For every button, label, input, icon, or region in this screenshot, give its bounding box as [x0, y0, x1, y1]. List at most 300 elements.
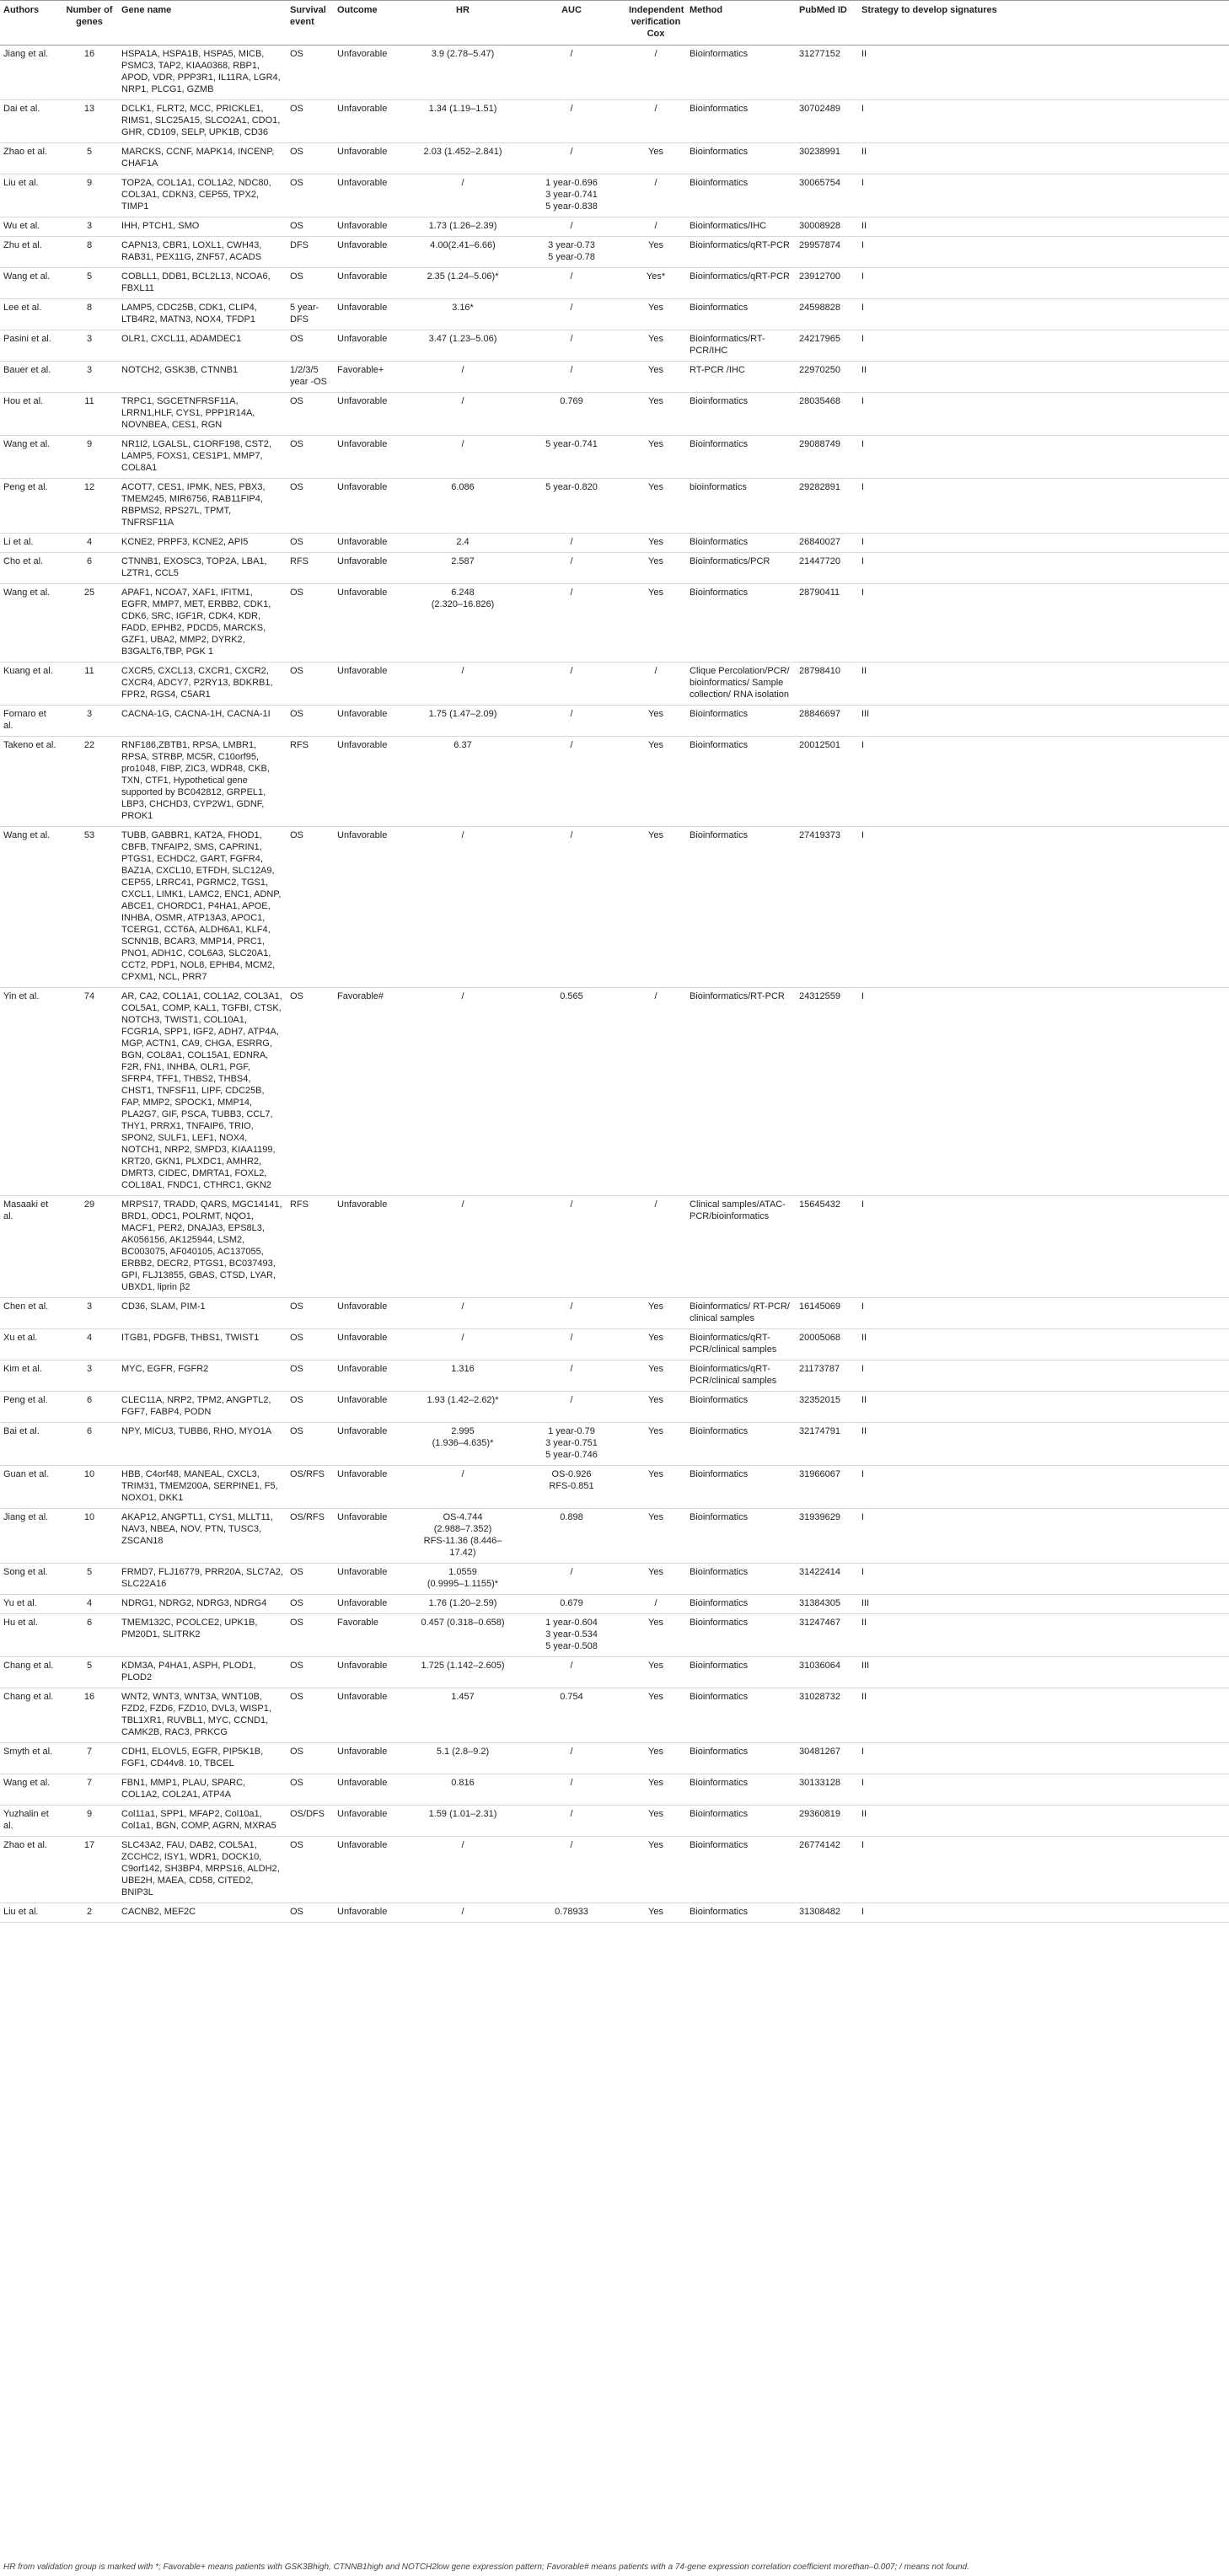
table-cell: Chen et al. — [0, 1298, 61, 1329]
table-cell: Unfavorable — [334, 217, 408, 237]
table-row — [0, 1329, 1229, 1360]
table-cell: / — [408, 1329, 518, 1360]
table-cell: I — [858, 436, 1229, 479]
table-cell: OS — [287, 584, 334, 663]
table-cell: 1/2/3/5 year -OS — [287, 362, 334, 393]
table-cell: 30065754 — [796, 174, 858, 217]
column-header: Survival event — [287, 1, 334, 46]
table-cell: 30238991 — [796, 143, 858, 174]
table-cell: 9 — [61, 174, 118, 217]
table-cell: Unfavorable — [334, 1688, 408, 1743]
table-cell: / — [518, 737, 625, 827]
table-cell: OS — [287, 217, 334, 237]
table-cell: 5 — [61, 268, 118, 299]
table-cell: Lee et al. — [0, 299, 61, 330]
table-cell: LAMP5, CDC25B, CDK1, CLIP4, LTB4R2, MATN3, NOX4, TFDP1 — [118, 299, 287, 330]
table-cell: Yin et al. — [0, 988, 61, 1196]
table-cell: / — [625, 988, 686, 1196]
table-cell: Yes — [625, 553, 686, 584]
table-cell: / — [518, 1774, 625, 1806]
table-cell: 21447720 — [796, 553, 858, 584]
table-cell: Yes — [625, 1657, 686, 1688]
table-cell: Unfavorable — [334, 1595, 408, 1614]
table-cell: / — [408, 827, 518, 988]
table-cell: Bioinformatics — [686, 174, 796, 217]
table-cell: 11 — [61, 663, 118, 706]
table-cell: Hou et al. — [0, 393, 61, 436]
table-row — [0, 237, 1229, 268]
table-cell: OS/RFS — [287, 1509, 334, 1564]
table-cell: 31308482 — [796, 1903, 858, 1923]
table-row — [0, 217, 1229, 237]
table-cell: Guan et al. — [0, 1466, 61, 1509]
table-cell: 26774142 — [796, 1837, 858, 1903]
table-row — [0, 362, 1229, 393]
table-cell: SLC43A2, FAU, DAB2, COL5A1, ZCCHC2, ISY1, WDR1, DOCK10, C9orf142, SH3BP4, MRPS16, ALDH2, UBE2H, MAEA, CD58, CITED2, BNIP3L — [118, 1837, 287, 1903]
table-cell: Unfavorable — [334, 553, 408, 584]
table-cell: / — [518, 100, 625, 143]
table-row — [0, 1392, 1229, 1423]
table-row — [0, 663, 1229, 706]
table-cell: Yes — [625, 827, 686, 988]
table-cell: Yes — [625, 1423, 686, 1466]
table-cell: 31036064 — [796, 1657, 858, 1688]
table-cell: 1.59 (1.01–2.31) — [408, 1806, 518, 1837]
table-cell: Kim et al. — [0, 1360, 61, 1392]
table-cell: Pasini et al. — [0, 330, 61, 362]
table-row — [0, 299, 1229, 330]
table-cell: RNF186,ZBTB1, RPSA, LMBR1, RPSA, STRBP, MC5R, C10orf95, pro1048, FIBP, ZIC3, WDR48, CKB, TXN, CTF1, Hypothetical gene supported by BC042812, GRPEL1, LBP3, CHCHD3, CYP2W1, GDNF, PROK1 — [118, 737, 287, 827]
table-cell: 3 — [61, 362, 118, 393]
table-cell: Yes — [625, 1743, 686, 1774]
table-cell: 29360819 — [796, 1806, 858, 1837]
table-cell: / — [625, 217, 686, 237]
table-cell: 17 — [61, 1837, 118, 1903]
table-cell: 8 — [61, 299, 118, 330]
table-cell: Favorable# — [334, 988, 408, 1196]
table-cell: OS — [287, 143, 334, 174]
table-cell: FBN1, MMP1, PLAU, SPARC, COL1A2, COL2A1, ATP4A — [118, 1774, 287, 1806]
table-row — [0, 100, 1229, 143]
table-cell: 3.47 (1.23–5.06) — [408, 330, 518, 362]
table-cell: I — [858, 988, 1229, 1196]
table-cell: CACNB2, MEF2C — [118, 1903, 287, 1923]
table-row — [0, 1837, 1229, 1903]
table-cell: / — [625, 1196, 686, 1298]
table-cell: 8 — [61, 237, 118, 268]
table-cell: I — [858, 1466, 1229, 1509]
table-cell: Peng et al. — [0, 479, 61, 534]
table-cell: Unfavorable — [334, 1196, 408, 1298]
table-cell: Yes — [625, 1466, 686, 1509]
table-cell: Hu et al. — [0, 1614, 61, 1657]
table-cell: bioinformatics — [686, 479, 796, 534]
table-cell: 30133128 — [796, 1774, 858, 1806]
table-cell: 24217965 — [796, 330, 858, 362]
table-cell: Unfavorable — [334, 1298, 408, 1329]
column-header: PubMed ID — [796, 1, 858, 46]
table-cell: 5 — [61, 1657, 118, 1688]
table-row — [0, 534, 1229, 553]
table-cell: Takeno et al. — [0, 737, 61, 827]
table-cell: 0.565 — [518, 988, 625, 1196]
table-cell: / — [518, 217, 625, 237]
table-cell: 7 — [61, 1774, 118, 1806]
table-cell: II — [858, 362, 1229, 393]
table-cell: 2.995 (1.936–4.635)* — [408, 1423, 518, 1466]
table-cell: OS — [287, 100, 334, 143]
table-cell: I — [858, 1774, 1229, 1806]
table-cell: 6 — [61, 1392, 118, 1423]
table-cell: OS — [287, 1688, 334, 1743]
table-cell: 30481267 — [796, 1743, 858, 1774]
table-row — [0, 553, 1229, 584]
table-cell: Bioinformatics — [686, 1466, 796, 1509]
table-cell: I — [858, 737, 1229, 827]
table-cell: Fornaro et al. — [0, 706, 61, 737]
table-cell: Bioinformatics — [686, 1806, 796, 1837]
table-cell: I — [858, 1903, 1229, 1923]
table-cell: Liu et al. — [0, 174, 61, 217]
table-cell: KCNE2, PRPF3, KCNE2, API5 — [118, 534, 287, 553]
table-cell: / — [518, 706, 625, 737]
table-cell: 4 — [61, 534, 118, 553]
table-row — [0, 1298, 1229, 1329]
table-body — [0, 46, 1229, 1923]
table-cell: OS — [287, 46, 334, 100]
table-cell: / — [518, 663, 625, 706]
table-cell: II — [858, 217, 1229, 237]
table-cell: TRPC1, SGCETNFRSF11A, LRRN1,HLF, CYS1, PPP1R14A, NOVNBEA, CES1, RGN — [118, 393, 287, 436]
table-row — [0, 174, 1229, 217]
table-cell: / — [625, 46, 686, 100]
table-cell: MRPS17, TRADD, QARS, MGC14141, BRD1, ODC1, POLRMT, NQO1, MACF1, PER2, DNAJA3, EPS8L3, AK056156, AK125944, LSM2, BC003075, AF040105, AC137055, ERBB2, DECR2, PTGS1, BC037493, GPI, FLJ13855, GBAS, CTSD, LYAR, UBXD1, liprin β2 — [118, 1196, 287, 1298]
table-cell: Unfavorable — [334, 1564, 408, 1595]
table-cell: Unfavorable — [334, 1329, 408, 1360]
table-row — [0, 1774, 1229, 1806]
table-cell: / — [408, 174, 518, 217]
table-cell: 1 year-0.79 3 year-0.751 5 year-0.746 — [518, 1423, 625, 1466]
table-row — [0, 1688, 1229, 1743]
table-cell: CXCR5, CXCL13, CXCR1, CXCR2, CXCR4, ADCY7, P2RY13, BDKRB1, FPR2, RGS4, C5AR1 — [118, 663, 287, 706]
table-cell: Wang et al. — [0, 436, 61, 479]
table-cell: 5 year-0.741 — [518, 436, 625, 479]
table-cell: 22970250 — [796, 362, 858, 393]
table-cell: 31247467 — [796, 1614, 858, 1657]
table-row — [0, 737, 1229, 827]
column-header: Strategy to develop signatures — [858, 1, 1229, 46]
table-cell: Bioinformatics/qRT-PCR/clinical samples — [686, 1360, 796, 1392]
table-cell: Clinical samples/ATAC-PCR/bioinformatics — [686, 1196, 796, 1298]
table-cell: Yes* — [625, 268, 686, 299]
table-cell: 32174791 — [796, 1423, 858, 1466]
table-cell: 3.9 (2.78–5.47) — [408, 46, 518, 100]
table-cell: OS — [287, 268, 334, 299]
table-cell: Bioinformatics — [686, 299, 796, 330]
table-cell: 24598828 — [796, 299, 858, 330]
table-cell: Yes — [625, 1688, 686, 1743]
table-cell: / — [518, 1743, 625, 1774]
table-cell: Unfavorable — [334, 1806, 408, 1837]
table-cell: 31384305 — [796, 1595, 858, 1614]
table-cell: RFS — [287, 1196, 334, 1298]
table-row — [0, 1903, 1229, 1923]
table-cell: 28798410 — [796, 663, 858, 706]
table-cell: Yes — [625, 237, 686, 268]
table-cell: NOTCH2, GSK3B, CTNNB1 — [118, 362, 287, 393]
table-cell: / — [518, 362, 625, 393]
table-cell: APAF1, NCOA7, XAF1, IFITM1, EGFR, MMP7, MET, ERBB2, CDK1, CDK6, SRC, IGF1R, CDK4, KDR, FADD, EPHB2, PDCD5, MARCKS, GZF1, UBA2, MMP2, DYRK2, B3GALT6,TBP, PGK 1 — [118, 584, 287, 663]
table-cell: Smyth et al. — [0, 1743, 61, 1774]
table-cell: Liu et al. — [0, 1903, 61, 1923]
table-cell: 5.1 (2.8–9.2) — [408, 1743, 518, 1774]
table-cell: Wu et al. — [0, 217, 61, 237]
table-cell: I — [858, 479, 1229, 534]
table-cell: 5 — [61, 143, 118, 174]
table-cell: RT-PCR /IHC — [686, 362, 796, 393]
table-cell: Dai et al. — [0, 100, 61, 143]
table-cell: Wang et al. — [0, 584, 61, 663]
table-row — [0, 988, 1229, 1196]
table-cell: Bioinformatics — [686, 1743, 796, 1774]
table-cell: 6 — [61, 1423, 118, 1466]
table-cell: RFS — [287, 553, 334, 584]
table-row — [0, 584, 1229, 663]
table-cell: 28790411 — [796, 584, 858, 663]
table-cell: 22 — [61, 737, 118, 827]
table-cell: Bauer et al. — [0, 362, 61, 393]
table-cell: 2.35 (1.24–5.06)* — [408, 268, 518, 299]
table-cell: 5 year-DFS — [287, 299, 334, 330]
table-cell: OS — [287, 1774, 334, 1806]
header-row — [0, 1, 1229, 46]
table-cell: I — [858, 1837, 1229, 1903]
table-cell: / — [518, 534, 625, 553]
table-row — [0, 330, 1229, 362]
table-cell: I — [858, 299, 1229, 330]
table-cell: / — [625, 174, 686, 217]
table-row — [0, 1509, 1229, 1564]
table-cell: Unfavorable — [334, 1466, 408, 1509]
table-cell: Chang et al. — [0, 1657, 61, 1688]
column-header: Outcome — [334, 1, 408, 46]
table-row — [0, 706, 1229, 737]
table-cell: I — [858, 237, 1229, 268]
table-cell: II — [858, 663, 1229, 706]
table-cell: II — [858, 1423, 1229, 1466]
table-cell: 9 — [61, 436, 118, 479]
table-cell: Jiang et al. — [0, 1509, 61, 1564]
table-cell: Col11a1, SPP1, MFAP2, Col10a1, Col1a1, BGN, COMP, AGRN, MXRA5 — [118, 1806, 287, 1837]
table-cell: / — [408, 436, 518, 479]
table-cell: Song et al. — [0, 1564, 61, 1595]
table-cell: Bioinformatics — [686, 1657, 796, 1688]
table-cell: I — [858, 1509, 1229, 1564]
table-cell: I — [858, 584, 1229, 663]
table-cell: OS — [287, 1360, 334, 1392]
table-cell: Yuzhalin et al. — [0, 1806, 61, 1837]
table-footnote: HR from validation group is marked with *; Favorable+ means patients with GSK3Bhigh, CTNNB1high and NOTCH2low gene expression pattern; Favorable# means patients with a 74-gene expression correlation coefficient morethan–0.007; / means not found. — [3, 2563, 969, 2572]
table-cell: Yes — [625, 436, 686, 479]
table-cell: Favorable — [334, 1614, 408, 1657]
table-cell: 0.898 — [518, 1509, 625, 1564]
table-cell: TUBB, GABBR1, KAT2A, FHOD1, CBFB, TNFAIP2, SMS, CAPRIN1, PTGS1, ECHDC2, GART, FGFR4, BAZ1A, CXCL10, ETFDH, SLC12A9, CEP55, LRRC41, PGRMC2, TGS1, CXCL1, LIMK1, LAMC2, ENC1, ADNP, ABCE1, CHORDC1, P4HA1, APOE, INHBA, OSMR, ATP13A3, APOC1, TCERG1, CCT6A, ALDH6A1, KLF4, SCNN1B, BCAR3, MMP14, PRC1, PNO1, ADH1C, COL6A3, SLC20A1, CCT2, PDP1, NOL8, EPHB4, MCM2, CPXM1, NCL, PRR7 — [118, 827, 287, 988]
table-cell: 5 year-0.820 — [518, 479, 625, 534]
table-cell: 0.754 — [518, 1688, 625, 1743]
table-cell: DCLK1, FLRT2, MCC, PRICKLE1, RIMS1, SLC25A15, SLCO2A1, CDO1, GHR, CD109, SELP, UPK1B, CD36 — [118, 100, 287, 143]
table-cell: 0.78933 — [518, 1903, 625, 1923]
table-cell: / — [408, 362, 518, 393]
table-cell: Yes — [625, 1903, 686, 1923]
table-cell: OS — [287, 1298, 334, 1329]
table-cell: Unfavorable — [334, 1509, 408, 1564]
table-cell: OS-4.744 (2.988–7.352) RFS-11.36 (8.446–17.42) — [408, 1509, 518, 1564]
table-cell: Unfavorable — [334, 100, 408, 143]
table-cell: Unfavorable — [334, 1774, 408, 1806]
table-cell: Unfavorable — [334, 393, 408, 436]
table-cell: Yes — [625, 1837, 686, 1903]
column-header: Authors — [0, 1, 61, 46]
table-cell: 2.4 — [408, 534, 518, 553]
table-cell: Bioinformatics/qRT-PCR — [686, 268, 796, 299]
table-cell: OS — [287, 1903, 334, 1923]
table-cell: OS — [287, 1595, 334, 1614]
table-cell: 10 — [61, 1466, 118, 1509]
table-cell: / — [518, 1392, 625, 1423]
table-cell: Bioinformatics — [686, 393, 796, 436]
table-row — [0, 479, 1229, 534]
table-row — [0, 436, 1229, 479]
table-cell: 74 — [61, 988, 118, 1196]
table-cell: OS — [287, 1392, 334, 1423]
table-cell: III — [858, 1657, 1229, 1688]
table-cell: OS-0.926 RFS-0.851 — [518, 1466, 625, 1509]
table-cell: 9 — [61, 1806, 118, 1837]
table-cell: 1.0559 (0.9995–1.1155)* — [408, 1564, 518, 1595]
table-cell: 3 — [61, 706, 118, 737]
table-cell: / — [518, 1564, 625, 1595]
table-cell: / — [518, 143, 625, 174]
table-cell: 31028732 — [796, 1688, 858, 1743]
table-row — [0, 46, 1229, 100]
table-cell: 1.93 (1.42–2.62)* — [408, 1392, 518, 1423]
table-cell: Bioinformatics — [686, 827, 796, 988]
table-cell: I — [858, 174, 1229, 217]
table-cell: / — [408, 1298, 518, 1329]
table-cell: 3 year-0.73 5 year-0.78 — [518, 237, 625, 268]
table-cell: Favorable+ — [334, 362, 408, 393]
table-row — [0, 268, 1229, 299]
table-cell: Unfavorable — [334, 479, 408, 534]
table-cell: Unfavorable — [334, 1903, 408, 1923]
table-cell: Jiang et al. — [0, 46, 61, 100]
table-cell: Yes — [625, 299, 686, 330]
table-cell: Bioinformatics/RT-PCR/IHC — [686, 330, 796, 362]
table-cell: OS — [287, 393, 334, 436]
table-cell: Unfavorable — [334, 534, 408, 553]
table-cell: OS — [287, 534, 334, 553]
table-cell: 20012501 — [796, 737, 858, 827]
table-cell: Yes — [625, 479, 686, 534]
table-cell: Yes — [625, 1564, 686, 1595]
table-cell: / — [625, 1595, 686, 1614]
table-cell: 30008928 — [796, 217, 858, 237]
table-cell: Yes — [625, 584, 686, 663]
table-cell: 28035468 — [796, 393, 858, 436]
table-cell: Bioinformatics — [686, 1564, 796, 1595]
table-cell: 1.34 (1.19–1.51) — [408, 100, 518, 143]
table-cell: MYC, EGFR, FGFR2 — [118, 1360, 287, 1392]
table-cell: I — [858, 1196, 1229, 1298]
table-cell: AKAP12, ANGPTL1, CYS1, MLLT11, NAV3, NBEA, NOV, PTN, TUSC3, ZSCAN18 — [118, 1509, 287, 1564]
table-cell: 31277152 — [796, 46, 858, 100]
table-cell: TOP2A, COL1A1, COL1A2, NDC80, COL3A1, CDKN3, CEP55, TPX2, TIMP1 — [118, 174, 287, 217]
table-cell: 29282891 — [796, 479, 858, 534]
table-cell: COBLL1, DDB1, BCL2L13, NCOA6, FBXL11 — [118, 268, 287, 299]
table-cell: OS — [287, 1743, 334, 1774]
table-cell: HBB, C4orf48, MANEAL, CXCL3, TRIM31, TMEM200A, SERPINE1, F5, NOXO1, DKK1 — [118, 1466, 287, 1509]
table-cell: 6 — [61, 1614, 118, 1657]
table-row — [0, 393, 1229, 436]
table-cell: / — [518, 1657, 625, 1688]
table-cell: Bioinformatics/ RT-PCR/ clinical samples — [686, 1298, 796, 1329]
table-cell: II — [858, 1806, 1229, 1837]
table-cell: Unfavorable — [334, 268, 408, 299]
table-cell: ACOT7, CES1, IPMK, NES, PBX3, TMEM245, MIR6756, RAB11FIP4, RBPMS2, RPS27L, TPMT, TNFRSF11A — [118, 479, 287, 534]
table-cell: KDM3A, P4HA1, ASPH, PLOD1, PLOD2 — [118, 1657, 287, 1688]
table-cell: CLEC11A, NRP2, TPM2, ANGPTL2, FGF7, FABP4, PODN — [118, 1392, 287, 1423]
table-cell: 30702489 — [796, 100, 858, 143]
table-cell: Bioinformatics — [686, 1774, 796, 1806]
table-cell: 3.16* — [408, 299, 518, 330]
table-cell: CAPN13, CBR1, LOXL1, CWH43, RAB31, PEX11G, ZNF57, ACADS — [118, 237, 287, 268]
table-cell: I — [858, 330, 1229, 362]
table-cell: Yes — [625, 143, 686, 174]
table-cell: NDRG1, NDRG2, NDRG3, NDRG4 — [118, 1595, 287, 1614]
table-cell: / — [408, 1903, 518, 1923]
table-cell: 20005068 — [796, 1329, 858, 1360]
table-cell: Unfavorable — [334, 237, 408, 268]
table-cell: 3 — [61, 1298, 118, 1329]
table-cell: / — [518, 1806, 625, 1837]
table-cell: OS — [287, 988, 334, 1196]
table-cell: 12 — [61, 479, 118, 534]
table-row — [0, 1743, 1229, 1774]
table-cell: / — [408, 1466, 518, 1509]
table-cell: 3 — [61, 1360, 118, 1392]
table-cell: Unfavorable — [334, 737, 408, 827]
table-cell: Unfavorable — [334, 46, 408, 100]
table-cell: Unfavorable — [334, 584, 408, 663]
table-cell: 1.76 (1.20–2.59) — [408, 1595, 518, 1614]
table-cell: OS — [287, 1423, 334, 1466]
table-cell: 6.086 — [408, 479, 518, 534]
table-cell: Unfavorable — [334, 1392, 408, 1423]
table-cell: 13 — [61, 100, 118, 143]
table-cell: MARCKS, CCNF, MAPK14, INCENP, CHAF1A — [118, 143, 287, 174]
table-cell: OS/RFS — [287, 1466, 334, 1509]
table-cell: 11 — [61, 393, 118, 436]
table-cell: Bioinformatics — [686, 46, 796, 100]
table-cell: Unfavorable — [334, 143, 408, 174]
table-cell: OS — [287, 436, 334, 479]
table-cell: Zhao et al. — [0, 1837, 61, 1903]
table-cell: 31966067 — [796, 1466, 858, 1509]
table-cell: Bioinformatics/qRT-PCR — [686, 237, 796, 268]
table-cell: NR1I2, LGALSL, C1ORF198, CST2, LAMP5, FOXS1, CES1P1, MMP7, COL8A1 — [118, 436, 287, 479]
table-row — [0, 1423, 1229, 1466]
table-cell: 16 — [61, 46, 118, 100]
